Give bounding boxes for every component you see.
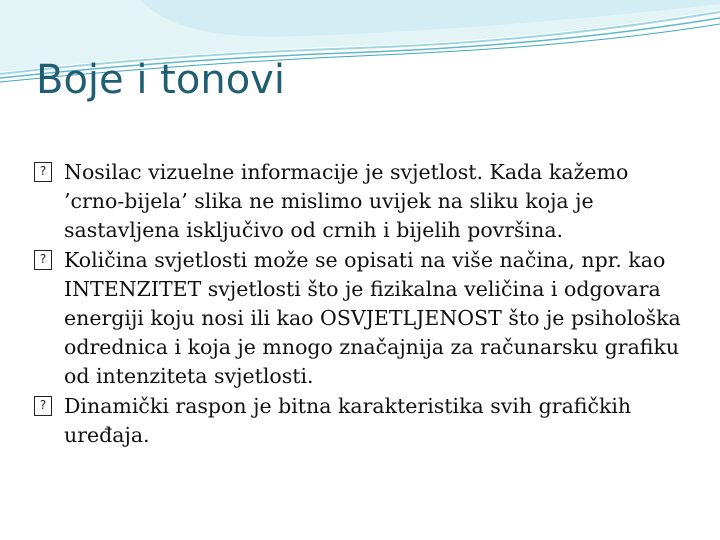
bullet-text: Količina svjetlosti može se opisati na više načina, npr. kao INTENZITET svjetlosti što je fizikalna veličina i odgovara energiji koju nosi ili kao OSVJETLJENOST što je psihološka odrednica i koja je mnogo značajnija za računarsku grafiku od intenziteta svjetlosti. <box>64 248 681 388</box>
bullet-item <box>34 392 684 450</box>
bullet-marker-icon: ? <box>34 250 52 270</box>
bullet-marker-icon: ? <box>34 162 52 182</box>
bullet-text: Dinamički raspon je bitna karakteristika svih grafičkih uređaja. <box>64 394 632 447</box>
bullet-list <box>34 158 684 451</box>
bullet-text: Nosilac vizuelne informacije je svjetlost. Kada kažemo ’crno-bijela’ slika ne mislimo uvijek na sliku koja je sastavljena isključivo od crnih i bijelih površina. <box>64 160 629 242</box>
bullet-item <box>34 158 684 245</box>
bullet-item <box>34 246 684 391</box>
slide-title: Boje i tonovi <box>36 57 285 103</box>
bullet-marker-icon: ? <box>34 396 52 416</box>
